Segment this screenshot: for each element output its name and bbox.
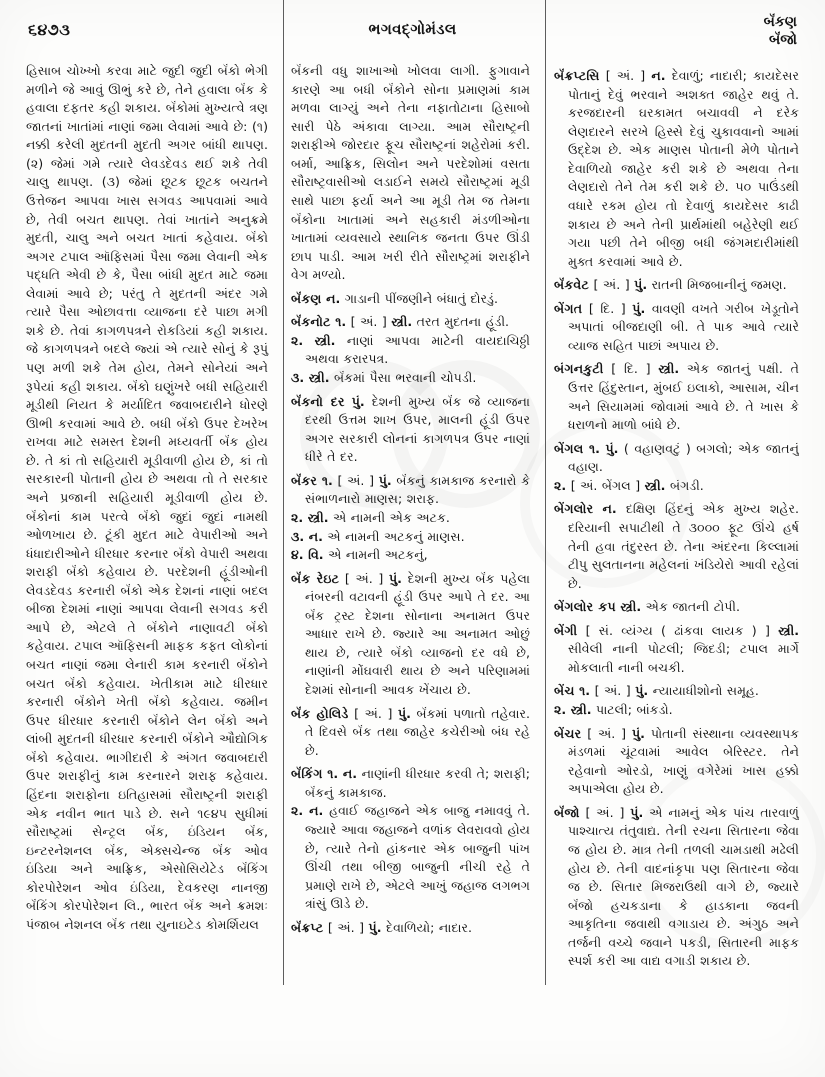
entry-headword: બૅંક હોલિડે xyxy=(291,705,349,721)
entry-headword: બેંગલ xyxy=(554,440,584,456)
dictionary-entry xyxy=(554,622,799,678)
entry-definition: પોતાની સંસ્થાના વ્યવસ્થાપક મંડળમાં ચૂંટવામાં આવેલ બેરિસ્ટર. તેને રહેવાનો ઓરડો, ખાણું વગેરેમાં ખાસ હક્કો અપાએલા હોય છે. xyxy=(568,725,799,797)
entry-definition: સીવેલી નાની પોટલી; જિદડી; ટપાલ માર્ગે મોકલાતી નાની બચકી. xyxy=(568,641,799,675)
entry-headword: બૅંજો xyxy=(554,804,580,820)
part-of-speech: ન. xyxy=(308,528,323,544)
dictionary-sense xyxy=(291,369,530,388)
entry-definition: એ નામની એક અટક. xyxy=(333,509,450,525)
part-of-speech: પું. xyxy=(397,705,411,721)
entry-definition: ન્યાયાધીશોનો સમૂહ. xyxy=(652,683,759,699)
entry-headword: બેંચ xyxy=(554,683,575,699)
sense-number: ૨. xyxy=(291,332,304,348)
dictionary-sense xyxy=(291,509,530,528)
dictionary-entry xyxy=(554,598,799,617)
part-of-speech: સ્ત્રી. xyxy=(308,370,330,385)
dictionary-sense xyxy=(291,546,530,565)
dictionary-entry xyxy=(554,725,799,799)
part-of-speech: સ્ત્રી. xyxy=(391,314,413,330)
entry-etymology: [ અં. ] xyxy=(585,804,625,820)
entry-definition: ગાડાની પીંજણીને બંધાતું દોરડું. xyxy=(344,290,498,306)
entry-headword: બૅંક્રપ્ટ xyxy=(291,919,324,935)
sense-number: ૨. xyxy=(554,702,567,717)
entry-definition: એક જાતની ટોપી. xyxy=(645,599,741,615)
continued-paragraph: હિસાબ ચોખ્ખો કરવા માટે જુદી જુદી બૅંકો ભેગી મળીને જે આવું ઊભું કરે છે, તેને હવાલા બૅંક કે હવાલા દફતર કહી શકાય. બૅંકોમાં મુખ્યત્વે ત્રણ જાતનાં ખાતાંમાં નાણાં જમા લેવામાં આવે છે: (૧) નક્કી કરેલી મુદતની મુદતી અગર બાંધી થાપણ. (૨) જેમાં ગમે ત્યારે લેવડદેવડ થઈ શકે તેવી ચાલુ થાપણ. (૩) જેમાં છૂટક છૂટક બચતને ઉત્તેજન આપવા ખાસ સગવડ આપવામાં આવે છે, તેવી બચત થાપણ. તેવાં ખાતાંને અનુક્રમે મુદતી, ચાલુ અને બચત ખાતાં કહેવાય. બૅંકો અગર ટપાલ ઑફિસમાં પૈસા જમા લેવાની એક પદ્ધતિ એવી છે કે, પૈસા બાંધી મુદત માટે જમા લેવામાં આવે છે; પરંતુ તે મુદતની અંદર ગમે ત્યારે પૈસા ઓછાવત્તા વ્યાજના દરે પાછા મગી શકે છે. તેવાં કાગળપત્રને રોકડિયાં કહી શકાય. જે કાગળપત્રને બદલે જ્યાં એ ત્યારે સોનું કે રૂપું પણ મળી શકે તેમ હોય, તેમને સોનેયાં અને રૂપેયાં કહી શકાય. બૅંકો ઘણુંખરે બધી સહિયારી મૂડીથી નિયત કે મર્યાદિત જવાબદારીને ધોરણે ઊભી કરવામાં આવે છે. બધી બૅંકો ઉપર દેખરેખ રાખવા માટે સમસ્ત દેશની મધ્યવર્તી બૅંક હોય છે. તે કાં તો સહિયારી મૂડીવાળી હોય છે, કાં તો સરકારની પોતાની હોય છે અથવા તો તે સરકાર અને પ્રજાની સહિયારી મૂડીવાળી હોય છે. બૅંકોનાં કામ પરત્વે બૅંકો જુદાં જુદાં નામથી ઓળખાય છે. ટૂંકી મુદત માટે વેપારીઓ અને ધંધાદારીઓને ધીરધાર કરનાર બૅંકો વેપારી અથવા શરાફી બૅંકો કહેવાય છે. પરદેશની હૂંડીઓની લેવડદેવડ કરનારી બૅંકો એક દેશનાં નાણાં બદલ બીજા દેશમાં નાણાં આપવા લેવાની સગવડ કરી આપે છે, એટલે તે બૅંકોને નાણાવટી બૅંકો કહેવાય. ટપાલ ઑફિસની માફક કફત લોકોનાં બચત નાણાં જમા લેનારી કામ કરનારી બૅંકોને બચત બૅંકો કહેવાય. ખેતીકામ માટે ધીરધાર કરનારી બૅંકોને ખેતી બૅંકો કહેવાય. જમીન ઉપર ધીરધાર કરનારી બૅંકોને લેન બૅંકો અને લાંબી મુદતની ધીરધાર કરનારી બૅંકોને ઔદ્યોગિક બૅંકો કહેવાય. ભાગીદારી કે અંગત જવાબદારી ઉપર શરાફીનું કામ કરનારને શરાફ કહેવાય. હિંદના શરાફોના ઇતિહાસમાં સૌરાષ્ટ્રની શરાફી એક નવીન ભાત પાડે છે. સને ૧૯૪૫ સુધીમાં સૌરાષ્ટ્રમાં સેન્ટ્રલ બૅંક, ઇંડિયન બૅંક, ઇન્ટરનેશનલ બૅંક, એક્સચેન્જ બૅંક ઓવ ઇંડિયા અને આફ્રિક, એસોસિયેટેડ બૅંકિંગ કોરપોરેશન ઓવ ઇંડિયા, દેવકરણ નાનજી બૅંકિંગ કોરપોરેશન લિ., ભારત બૅંક અને ક્રમશઃ પંજાબ નેશનલ બૅંક તથા યુનાઇટેડ કોમર્શિયલ xyxy=(26,63,268,932)
entry-headword: બૅંક રેઇટ xyxy=(291,570,340,586)
entry-etymology: [ અં. ] xyxy=(350,314,387,330)
entry-etymology: [ અં. ] xyxy=(594,683,631,699)
sense-number: ૧. xyxy=(335,314,347,330)
dictionary-entry xyxy=(554,300,799,356)
sense-number: ૩. xyxy=(291,528,305,544)
entry-definition: એક જાતનું પક્ષી. તે ઉત્તર હિંદુસ્તાન, મુંબઈ ઇલાકો, આસામ, ચીન અને સિયામમાં જોવામાં આવે છે. તે ખાસ કે ધરાળનો માળો બાંધે છે. xyxy=(568,361,799,433)
entry-etymology: [ અં. ] xyxy=(344,570,384,586)
entry-definition: બૅંકનું કામકાજ કરનારો કે સંભાળનારો માણસ; શરાફ. xyxy=(305,472,531,507)
entry-headword: બેંગલોર કપ xyxy=(554,599,616,615)
entry-headword: બેંગી xyxy=(554,622,578,638)
dictionary-entry xyxy=(291,705,530,761)
dictionary-entry xyxy=(291,393,530,467)
part-of-speech: પું. xyxy=(632,300,646,316)
part-of-speech: પું. xyxy=(635,683,649,699)
entry-definition: બૅંકમાં પૈસા ભરવાની ચોપડી. xyxy=(334,370,477,385)
entry-list-column-2 xyxy=(291,290,530,938)
sense-number: ૨. xyxy=(554,477,567,493)
entry-definition: એ નામની અટકનું માણસ. xyxy=(327,528,465,544)
entry-headword: બૅંકનોટ xyxy=(291,314,331,330)
part-of-speech: ન. xyxy=(342,766,358,782)
dictionary-sense xyxy=(291,528,530,547)
page-number: ૬૪૭૩ xyxy=(28,20,71,39)
entry-headword: બૅંકણ xyxy=(291,290,322,306)
entry-headword: બૅંકર xyxy=(291,472,318,488)
dictionary-entry xyxy=(554,440,799,477)
entry-etymology: [ અં. ] xyxy=(605,68,646,83)
entry-definition: દેશની મુખ્ય બૅંક જે વ્યાજના દરથી ઉત્તમ શાખ ઉપર, માલની હૂંડી ઉપર અગર સરકારી લોનનાં કાગળપત્ર ઉપર નાણાં ધીરે તે દર. xyxy=(305,393,530,465)
entry-definition: નાણાંની ધીરધાર કરવી તે; શરાફી; બૅંકનું કામકાજ. xyxy=(305,766,530,800)
dictionary-sense xyxy=(554,477,799,496)
part-of-speech: સ્ત્રી. xyxy=(778,622,799,638)
entry-headword: બૅંકિંગ xyxy=(291,766,323,782)
dictionary-entry xyxy=(554,67,799,271)
part-of-speech: સ્ત્રી. xyxy=(620,599,642,615)
entry-etymology: [ અં. ] xyxy=(354,705,393,721)
part-of-speech: ન. xyxy=(651,68,666,83)
dictionary-entry xyxy=(554,360,799,434)
dictionary-entry xyxy=(291,919,530,938)
entry-definition: એ નામનું એક પાંચ તારવાળું પાશ્ચાત્ય તંતુવાદ્ય. તેની રચના સિતારના જેવા જ હોય છે. માત્ર તેની તળલી ચામડાથી મઢેલી હોય છે. તેની વાદનાંકૃપા પણ સિતારના જેવા જ છે. સિતાર મિજરાઉથી વાગે છે, જ્યારે બૅંજો હચકડાના કે હાડકાના જવની આકૃતિના જવાથી વગાડાય છે. અંગુઠ અને તર્જની વચ્ચે જવાને પકડી, સિતારની માફક સ્પર્શ કરી આ વાદ્ય વગાડી શકાય છે. xyxy=(568,804,799,969)
entry-etymology: [ અં. બેંગલ ] xyxy=(570,477,641,493)
text-columns xyxy=(26,62,799,1062)
column-3 xyxy=(541,62,799,1062)
dictionary-sense xyxy=(291,332,530,369)
entry-headword: બેંચર xyxy=(554,725,582,741)
sense-number: ૨. xyxy=(291,803,304,819)
entry-definition: એ નામની અટકનું, xyxy=(328,547,428,563)
entry-etymology: [ દિ. ] xyxy=(611,361,651,377)
dictionary-entry xyxy=(291,765,530,802)
part-of-speech: સ્ત્રી. xyxy=(570,702,592,717)
dictionary-entry xyxy=(554,682,799,701)
entry-headword: બેંગલોર xyxy=(554,501,594,517)
entry-headword: બૅંકનો દર xyxy=(291,393,345,409)
part-of-speech: ન. xyxy=(326,290,341,306)
sense-number: ૨. xyxy=(291,509,304,525)
part-of-speech: પું. xyxy=(630,804,644,820)
part-of-speech: પું. xyxy=(368,919,382,935)
column-2 xyxy=(279,62,541,1062)
dictionary-entry xyxy=(291,290,530,309)
entry-list-column-3 xyxy=(554,67,799,971)
entry-etymology: [ અં. ] xyxy=(327,919,365,935)
entry-definition: બૅંકમાં પળાતો તહેવાર. તે દિવસે બૅંક તથા જાહેર કચેરીઓ બંધ રહે છે. xyxy=(305,705,530,758)
part-of-speech: સ્ત્રી. xyxy=(644,477,666,493)
part-of-speech: પું. xyxy=(634,277,648,293)
sense-number: ૧. xyxy=(579,683,591,699)
entry-definition: દેશની મુખ્ય બૅંક પહેલા નંબરની વટાવની હૂંડી ઉપર આપે તે દર. આ બૅંક ટ્રસ્ટ દેશના સોનાના અનામત ઉપર આધાર રાખે છે. જ્યારે આ અનામત ઓછું થાય છે, ત્યારે બૅંકો વ્યાજનો દર વધે છે, નાણાંની મોંઘવારી થાય છે અને પરિણામમાં દેશમાં સોનાની આવક ખેંચાય છે. xyxy=(305,570,530,697)
entry-definition: પાટલી; બાંકડો. xyxy=(596,702,673,717)
part-of-speech: ન. xyxy=(602,501,617,517)
sense-number: ૪. xyxy=(291,547,304,563)
entry-definition: બંગડી. xyxy=(669,477,704,493)
entry-etymology: [ અં. ] xyxy=(593,277,630,293)
entry-headword: બંગનકુટી xyxy=(554,361,604,377)
sense-number: ૧. xyxy=(588,440,600,456)
dictionary-entry xyxy=(291,313,530,332)
entry-definition: દેવાળિયો; નાદાર. xyxy=(386,919,472,935)
entry-headword: બૅંકવેટ xyxy=(554,277,589,293)
entry-etymology: [ સં. વ્યંગ્ય ( ઢાંકવા લાયક ) ] xyxy=(585,622,770,638)
part-of-speech: સ્ત્રી. xyxy=(307,509,329,525)
guide-word-first: બૅંકણ xyxy=(763,14,797,30)
entry-definition: તરત મુદતના હૂંડી. xyxy=(416,314,510,330)
part-of-speech: પું. xyxy=(605,440,619,456)
guide-words xyxy=(764,14,797,50)
entry-headword: બૅંક્રપ્ટસિ xyxy=(554,68,600,83)
entry-definition: ( વહાણવટું ) બગલો; એક જાતનું વહાણ. xyxy=(568,440,799,475)
part-of-speech: વિ. xyxy=(308,547,324,563)
guide-word-last: બૅંજો xyxy=(769,31,797,48)
dictionary-entry xyxy=(554,500,799,593)
entry-etymology: [ દિ. ] xyxy=(588,300,626,316)
dictionary-entry xyxy=(291,570,530,700)
entry-definition: નાણાં આપવા માટેની વાયદાચિઠ્ઠી અથવા કરારપત્ર. xyxy=(305,332,530,367)
entry-etymology: [ અં. ] xyxy=(337,472,374,488)
entry-definition: હવાઈ જહાજને એક બાજુ નમાવવું તે. જ્યારે આવા જહાજને વળાંક લેવરાવવો હોય છે, ત્યારે તેનો હાંકનાર એક બાજુની પાંખ ઊંચી તથા બીજી બાજુની નીચી રહે તે પ્રમાણે રાખે છે, એટલે આખું જહાજ લગભગ ત્રાંસું ઊડે છે. xyxy=(305,803,530,912)
sense-number: ૧. xyxy=(327,766,339,782)
entry-definition: વાવણી વખતે ગરીબ ખેડૂતોને અપાતાં બીજદાણી બી. તે પાક આવે ત્યારે વ્યાજ સહિત પાછાં અપાય છે. xyxy=(568,300,799,353)
entry-definition: દક્ષિણ હિંદનું એક મુખ્ય શહેર. દરિયાની સપાટીથી તે ૩૦૦૦ ફૂટ ઊંચે હર્ષ તેની હવા તંદુરસ્ત છે. તેના અંદરના કિલ્લામાં ટીપુ સુલતાનના મહેલનાં ખંડિયેરો આવી રહેલાં છે. xyxy=(568,501,799,591)
sense-number: ૩. xyxy=(291,370,305,385)
part-of-speech: પું. xyxy=(351,393,365,409)
part-of-speech: સ્ત્રી. xyxy=(314,332,336,348)
book-title: ભગવદ્‌ગોમંડલ xyxy=(368,20,457,38)
column-1 xyxy=(26,62,279,1062)
dictionary-entry xyxy=(291,472,530,509)
running-head xyxy=(28,14,797,60)
entry-definition: રાતની મિજબાનીનું જમણ. xyxy=(651,277,787,293)
sense-number: ૧. xyxy=(321,472,333,488)
dictionary-entry xyxy=(554,276,799,295)
entry-headword: બેંગત xyxy=(554,300,583,316)
dictionary-sense xyxy=(554,701,799,720)
dictionary-entry xyxy=(554,804,799,971)
entry-definition: દેવાળું; નાદારી; કાયદેસર પોતાનું દેવું ભરવાને અશક્ત જાહેર થવું તે. કરજદારની ઘરકામત બચાવવી ને દરેક લેણદારને સરખે હિસ્સે દેવું ચુકાવવાનો આમાં ઉદ્દેશ છે. એક માણસ પોતાની મેળે પોતાને દેવાળિયો જાહેર કરી શકે છે અથવા તેના લેણદારો તેને તેમ કરી શકે છે. ૫૦ પાઉંડથી વધારે રકમ હોય તો દેવાળું કાયદેસર કાઢી શકાય છે અને તેની પ્રાર્થમાંથી બહેરેણી થઈ ગયા પછી તેને બીજી બધી જંગમદારીમાંથી મુક્ત કરવામાં આવે છે. xyxy=(568,68,799,269)
part-of-speech: ન. xyxy=(309,803,324,819)
part-of-speech: પું. xyxy=(631,725,645,741)
part-of-speech: સ્ત્રી. xyxy=(658,361,680,377)
dictionary-sense xyxy=(291,802,530,913)
part-of-speech: પું. xyxy=(389,570,402,586)
entry-etymology: [ અં. ] xyxy=(587,725,627,741)
continued-paragraph: બૅંકની વધુ શાખાઓ ખોલવા લાગી. ફુગાવાને કારણે આ બધી બૅંકોને સોના પ્રમાણમાં કામ મળવા લાગ્યું અને તેના નફાતોટાના હિસાબો સારી પેઠે અંકાવા લાગ્યા. આમ સૌરાષ્ટ્રની શરાફીએ જોરદાર ફૂચ સૌરાષ્ટ્રનાં શહેરોમાં કરી. બર્મા, આફ્રિક, સિલોન અને પરદેશોમાં વસતા સૌરાષ્ટ્રવાસીઓ લડાઈને સમયે સૌરાષ્ટ્રમાં મૂડી સાથે પાછા ફર્યા અને આ મૂડી તેમ જ તેમના બૅંકોના ખાતામાં અને સહકારી મંડળીઓના ખાતામાં વ્યવસાયે સ્થાનિક જનતા ઉપર ઊંડી છાપ પાડી. આમ ખરી રીતે સૌરાષ્ટ્રમાં શરાફીને વેગ મળ્યો. xyxy=(291,63,530,283)
part-of-speech: પું. xyxy=(378,472,392,488)
